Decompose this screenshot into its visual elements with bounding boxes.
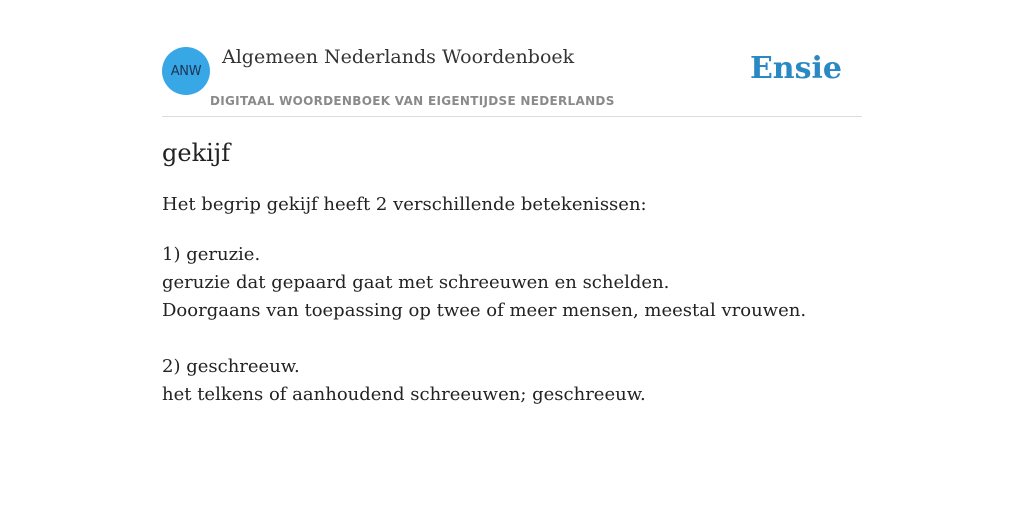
meaning-item bbox=[162, 353, 806, 409]
meaning-item bbox=[162, 241, 806, 325]
ensie-brand-link[interactable]: Ensie bbox=[749, 51, 842, 86]
site-title[interactable]: Algemeen Nederlands Woordenboek bbox=[222, 46, 575, 68]
meaning-note: Doorgaans van toepassing op twee of meer mensen, meestal vrouwen. bbox=[162, 300, 807, 321]
meaning-definition: geruzie dat gepaard gaat met schreeuwen en schelden. bbox=[162, 272, 670, 293]
site-subtitle: DIGITAAL WOORDENBOEK VAN EIGENTIJDSE NEDERLANDS bbox=[210, 94, 615, 108]
meaning-heading: 2) geschreeuw. bbox=[162, 356, 300, 377]
entry-word: gekijf bbox=[162, 139, 231, 167]
meaning-definition: het telkens of aanhoudend schreeuwen; geschreeuw. bbox=[162, 384, 646, 405]
entry-intro: Het begrip gekijf heeft 2 verschillende betekenissen: bbox=[162, 194, 647, 215]
meaning-heading: 1) geruzie. bbox=[162, 244, 261, 265]
page-container bbox=[162, 0, 862, 405]
anw-logo-text: ANW bbox=[170, 63, 202, 79]
site-header bbox=[162, 0, 862, 117]
meanings-list bbox=[162, 241, 806, 409]
anw-logo[interactable] bbox=[162, 47, 210, 95]
